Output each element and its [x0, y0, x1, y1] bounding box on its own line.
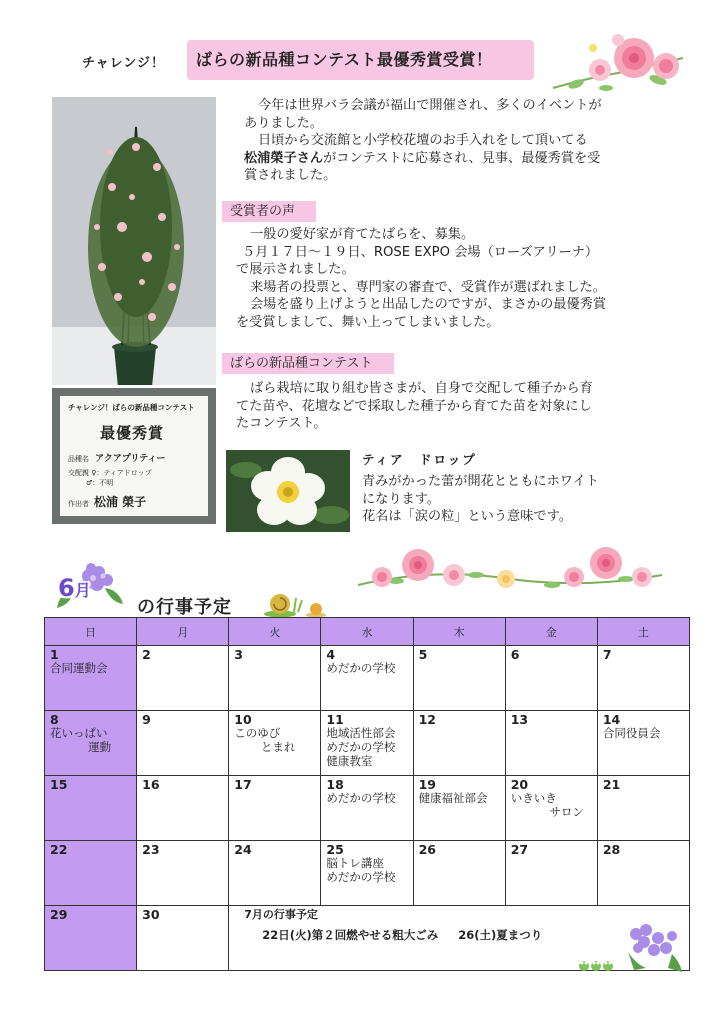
calendar-event: このゆび [234, 726, 281, 740]
day-number: 1 [50, 647, 59, 662]
contest-line-1: ばら栽培に取り組む皆さまが、自身で交配して種子から育 [250, 381, 593, 396]
calendar-event: めだかの学校 [326, 791, 396, 805]
calendar-day [413, 711, 505, 776]
calendar-day [137, 711, 229, 776]
calendar-day [137, 906, 229, 971]
july-item-1: 22日(火)第２回燃やせる粗大ごみ [262, 928, 439, 942]
day-number: 3 [234, 647, 243, 662]
calendar-day [597, 711, 689, 776]
calendar-event: めだかの学校 [326, 740, 396, 754]
rose-garland-icon [356, 537, 664, 601]
day-number: 13 [510, 712, 529, 727]
voice-label: 受賞者の声 [222, 201, 316, 222]
voice-line-4: 来場者の投票と、専門家の審査で、受賞作が選ばれました。 [250, 279, 606, 295]
calendar-event: いきいき [510, 791, 557, 805]
calendar-day [321, 711, 413, 776]
intro-line-2: ありました。 [244, 115, 324, 131]
calendar-day [45, 841, 137, 906]
challenge-label: チャレンジ！ [82, 56, 165, 71]
intro-line-4 [244, 150, 602, 168]
calendar-day [45, 906, 137, 971]
award-card-heading: チャレンジ！ばらの新品種コンテスト [68, 403, 195, 412]
day-number: 18 [326, 777, 344, 792]
teardrop-line-1: 青みがかった蕾が開花とともにホワイト [362, 474, 599, 489]
teardrop-line-3: 花名は「涙の粒」という意味です。 [362, 509, 572, 524]
calendar-day [597, 646, 689, 711]
weekday-header-row [45, 618, 690, 646]
calendar-event: 合同役員会 [602, 726, 661, 740]
calendar-day [137, 776, 229, 841]
schedule-title: の行事予定 [137, 597, 232, 618]
calendar-week-3 [45, 776, 690, 841]
calendar-event: とまれ [260, 740, 296, 754]
weekday-sun: 日 [45, 618, 137, 646]
day-number: 2 [142, 647, 151, 662]
voice-paragraph [236, 226, 606, 331]
day-number: 6 [510, 647, 520, 662]
award-variety-label: 品種名 [68, 455, 89, 463]
voice-line-1: 一般の愛好家が育てたばらを、募集。 [250, 227, 475, 242]
calendar-week-4 [45, 841, 690, 906]
day-number: 21 [602, 777, 621, 792]
calendar-day [505, 646, 597, 711]
calendar-event: めだかの学校 [326, 661, 396, 675]
calendar-event: 地域活性部会 [326, 726, 396, 740]
june-month-label [58, 574, 91, 602]
calendar-day [137, 646, 229, 711]
day-number: 11 [326, 712, 344, 727]
calendar-day [321, 646, 413, 711]
calendar-week-2 [45, 711, 690, 776]
calendar-day [45, 646, 137, 711]
day-number: 12 [418, 712, 436, 727]
calendar-day [505, 776, 597, 841]
june-kanji: 月 [74, 581, 91, 600]
intro-line-5: 賞されました。 [244, 168, 337, 183]
day-number: 28 [602, 842, 621, 857]
rose-decoration-icon [548, 28, 688, 100]
calendar-event: 脳トレ講座 [326, 856, 384, 870]
day-number: 10 [234, 712, 252, 727]
day-number: 27 [510, 842, 529, 857]
calendar-event: めだかの学校 [326, 870, 396, 884]
calendar-event: 花いっぱい [50, 726, 108, 740]
weekday-sat: 土 [597, 618, 689, 646]
award-parents-row-2 [86, 478, 113, 488]
day-number: 14 [602, 712, 621, 727]
award-card [52, 388, 216, 524]
teardrop-flower-photo [226, 450, 350, 532]
day-number: 15 [50, 777, 68, 792]
day-number: 24 [234, 842, 252, 857]
day-number: 9 [142, 712, 151, 727]
day-number: 22 [50, 842, 68, 857]
award-author: 松浦 榮子 [94, 495, 147, 509]
july-item-2: 26(土)夏まつり [458, 928, 543, 942]
day-number: 16 [142, 777, 160, 792]
calendar-day [597, 776, 689, 841]
calendar-event: 合同運動会 [50, 661, 108, 675]
weekday-fri: 金 [505, 618, 597, 646]
july-schedule-title: 7月の行事予定 [244, 908, 318, 921]
contest-line-2: てた苗や、花壇などで採取した種子から育てた苗を対象にし [236, 398, 592, 414]
weekday-wed: 水 [321, 618, 413, 646]
intro-line-4-rest: がコンテストに応募され、見事、最優秀賞を受 [323, 150, 601, 166]
calendar-day [321, 776, 413, 841]
calendar-day [229, 841, 321, 906]
award-variety-row [68, 451, 165, 464]
voice-line-6: を受賞しまして、舞い上ってしまいました。 [236, 314, 500, 330]
intro-line-1: 今年は世界バラ会議が福山で開催され、多くのイベントが [258, 98, 602, 113]
day-number: 7 [602, 647, 612, 662]
intro-paragraph [244, 97, 602, 185]
voice-line-2: ５月１７日～１９日、ROSE EXPO 会場（ローズアリーナ） [242, 244, 599, 260]
calendar-day [45, 776, 137, 841]
day-number: 26 [418, 842, 436, 857]
contest-paragraph [236, 380, 593, 433]
contest-label: ばらの新品種コンテスト [222, 353, 394, 374]
calendar-day [505, 841, 597, 906]
award-author-row [68, 493, 146, 510]
teardrop-line-2: になります。 [362, 491, 441, 507]
day-number: 29 [50, 907, 68, 922]
calendar-day [229, 776, 321, 841]
weekday-mon: 月 [137, 618, 229, 646]
calendar-day [413, 841, 505, 906]
day-number: 23 [142, 842, 160, 857]
award-parents-row [68, 468, 152, 478]
june-number: 6 [58, 574, 75, 602]
award-author-label: 作出者 [68, 500, 89, 508]
contest-line-3: たコンテスト。 [236, 416, 327, 431]
calendar-day [413, 776, 505, 841]
day-number: 8 [50, 712, 59, 727]
award-card-title: 最優秀賞 [100, 424, 165, 442]
calendar-day [45, 711, 137, 776]
calendar-week-1 [45, 646, 690, 711]
award-variety: アクアプリティー [95, 454, 166, 464]
weekday-thu: 木 [413, 618, 505, 646]
rose-plant-photo [52, 97, 216, 385]
calendar-event: 運動 [88, 740, 112, 754]
day-number: 19 [418, 777, 436, 792]
award-parents-label-2: ♂： [86, 479, 100, 487]
calendar-day [137, 841, 229, 906]
award-parent-male: 不明 [99, 479, 114, 487]
day-number: 4 [326, 647, 336, 662]
calendar-event: 健康福祉部会 [418, 791, 488, 805]
teardrop-title: ティア ドロップ [362, 452, 477, 467]
calendar-day [321, 841, 413, 906]
calendar-day [597, 841, 689, 906]
day-number: 20 [510, 777, 529, 792]
winner-name: 松浦榮子さん [244, 150, 324, 166]
award-parents-label: 交配親 ♀： [68, 469, 104, 477]
hydrangea-frogs-icon [576, 918, 684, 974]
voice-line-3: で展示されました。 [236, 262, 355, 277]
weekday-tue: 火 [229, 618, 321, 646]
calendar-event: 健康教室 [326, 754, 373, 768]
calendar-day [229, 646, 321, 711]
calendar-day [413, 646, 505, 711]
calendar-day [229, 711, 321, 776]
page-title: ばらの新品種コンテスト最優秀賞受賞！ [187, 40, 534, 80]
day-number: 5 [418, 647, 428, 662]
snail-icon [258, 588, 330, 618]
intro-line-3: 日頃から交流館と小学校花壇のお手入れをして頂いてる [258, 133, 588, 148]
voice-line-5: 会場を盛り上げようと出品したのですが、まさかの最優秀賞 [250, 297, 607, 312]
day-number: 17 [234, 777, 252, 792]
award-parent-female: ティアドロップ [103, 469, 152, 477]
day-number: 30 [142, 907, 160, 922]
day-number: 25 [326, 842, 344, 857]
calendar-event: サロン [549, 805, 584, 819]
teardrop-description [362, 473, 599, 526]
calendar-day [505, 711, 597, 776]
